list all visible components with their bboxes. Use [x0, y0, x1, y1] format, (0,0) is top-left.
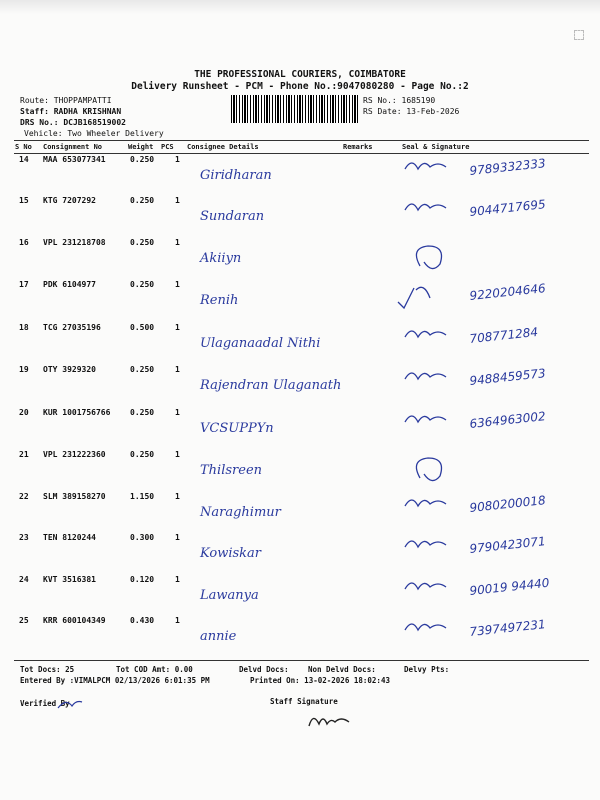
consignee-handwritten-name: Renih [200, 293, 239, 308]
punch-mark [574, 30, 584, 40]
row-consignment-no: TCG 27035196 [43, 323, 101, 332]
table-row [0, 492, 600, 532]
signature-mark [398, 287, 430, 308]
table-top-rule [14, 140, 589, 141]
row-consignment-no: VPL 231222360 [43, 450, 106, 459]
handwritten-phone: 9044717695 [468, 197, 547, 219]
row-consignment-no: PDK 6104977 [43, 280, 96, 289]
row-pcs: 1 [175, 492, 180, 501]
signature-mark [416, 246, 441, 269]
table-row [0, 365, 600, 405]
table-row [0, 280, 600, 320]
signature-mark [405, 583, 446, 589]
barcode [231, 95, 358, 123]
staff-label: Staff: RADHA KRISHNAN [20, 107, 122, 116]
signature-mark [405, 163, 446, 169]
signature-mark [405, 500, 446, 506]
handwritten-phone: 9790423071 [468, 534, 547, 556]
verified-by: Verified By [20, 699, 70, 708]
row-consignment-no: KUR 1001756766 [43, 408, 111, 417]
row-sno: 25 [19, 616, 29, 625]
runsheet-subtitle: Delivery Runsheet - PCM - Phone No.:9047080280 - Page No.:2 [131, 81, 469, 92]
signature-mark [405, 373, 446, 379]
consignee-handwritten-name: annie [200, 629, 237, 644]
row-pcs: 1 [175, 196, 180, 205]
signature-mark [405, 416, 446, 422]
table-row [0, 616, 600, 656]
consignee-handwritten-name: Akiiyn [200, 251, 242, 266]
row-weight: 0.430 [130, 616, 155, 625]
entered-by: Entered By :VIMALPCM 02/13/2026 6:01:35 PM [20, 676, 210, 685]
signature-mark [405, 204, 446, 210]
row-handwriting [0, 196, 600, 236]
total-docs: Tot Docs: 25 [20, 665, 75, 674]
row-handwriting [0, 533, 600, 573]
row-pcs: 1 [175, 365, 180, 374]
handwritten-phone: 9789332333 [468, 156, 547, 178]
row-sno: 16 [19, 238, 29, 247]
table-row [0, 533, 600, 573]
signature-mark [416, 458, 441, 481]
row-sno: 15 [19, 196, 29, 205]
staff-signature-mark [305, 708, 355, 730]
signature-mark [405, 331, 446, 337]
row-sno: 18 [19, 323, 29, 332]
col-consignment: Consignment No [43, 143, 103, 151]
col-weight: Weight [128, 143, 154, 151]
handwritten-phone: 9220204646 [468, 281, 547, 303]
row-weight: 0.300 [130, 533, 155, 542]
col-seal-signature: Seal & Signature [402, 143, 470, 151]
row-consignment-no: SLM 389158270 [43, 492, 106, 501]
consignee-handwritten-name: Giridharan [200, 168, 272, 183]
consignee-handwritten-name: Thilsreen [200, 463, 263, 478]
row-pcs: 1 [175, 280, 180, 289]
row-handwriting [0, 450, 600, 490]
row-consignment-no: VPL 231218708 [43, 238, 106, 247]
table-row [0, 323, 600, 363]
row-consignment-no: OTY 3929320 [43, 365, 96, 374]
consignee-handwritten-name: Lawanya [200, 588, 259, 603]
consignee-handwritten-name: Sundaran [200, 209, 265, 224]
consignee-handwritten-name: Rajendran Ulaganath [200, 378, 342, 393]
row-sno: 24 [19, 575, 29, 584]
col-pcs: PCS [161, 143, 174, 151]
drs-number: DRS No.: DCJB168519002 [20, 118, 126, 127]
handwritten-phone: 7397497231 [468, 617, 547, 639]
rs-number: RS No.: 1685190 [363, 96, 436, 105]
table-row [0, 196, 600, 236]
consignee-handwritten-name: Ulaganaadal Nithi [200, 336, 321, 351]
table-row [0, 155, 600, 195]
row-weight: 0.250 [130, 155, 155, 164]
row-pcs: 1 [175, 616, 180, 625]
row-weight: 0.250 [130, 280, 155, 289]
row-pcs: 1 [175, 450, 180, 459]
col-sno: S No [15, 143, 32, 151]
company-title: THE PROFESSIONAL COURIERS, COIMBATORE [194, 69, 406, 80]
table-row [0, 408, 600, 448]
signature-mark [405, 541, 446, 547]
delivered-docs: Delvd Docs: [239, 665, 289, 674]
delivery-points: Delvy Pts: [404, 665, 450, 674]
row-handwriting [0, 616, 600, 656]
consignee-handwritten-name: Kowiskar [200, 546, 261, 561]
row-pcs: 1 [175, 155, 180, 164]
col-consignee: Consignee Details [187, 143, 259, 151]
row-handwriting [0, 155, 600, 195]
row-sno: 23 [19, 533, 29, 542]
handwritten-phone: 6364963002 [468, 409, 547, 431]
col-remarks: Remarks [343, 143, 373, 151]
non-delivered-docs: Non Delvd Docs: [308, 665, 376, 674]
total-cod-amount: Tot COD Amt: 0.00 [116, 665, 193, 674]
consignee-handwritten-name: VCSUPPYn [200, 421, 274, 436]
row-weight: 0.250 [130, 450, 155, 459]
row-handwriting [0, 323, 600, 363]
handwritten-phone: 9488459573 [468, 366, 547, 388]
row-pcs: 1 [175, 238, 180, 247]
row-weight: 0.250 [130, 238, 155, 247]
rs-date: RS Date: 13-Feb-2026 [363, 107, 460, 116]
handwritten-phone: 708771284 [468, 324, 539, 346]
staff-signature-label: Staff Signature [270, 697, 338, 706]
table-header-rule [14, 153, 589, 154]
row-consignment-no: KVT 3516381 [43, 575, 96, 584]
row-handwriting [0, 408, 600, 448]
consignee-handwritten-name: Naraghimur [200, 505, 281, 520]
row-weight: 0.120 [130, 575, 155, 584]
handwritten-phone: 9080200018 [468, 493, 547, 515]
row-handwriting [0, 492, 600, 532]
row-handwriting [0, 365, 600, 405]
verified-by-mark [56, 696, 86, 712]
table-row [0, 238, 600, 278]
row-sno: 22 [19, 492, 29, 501]
row-consignment-no: MAA 653077341 [43, 155, 106, 164]
row-handwriting [0, 575, 600, 615]
row-weight: 0.250 [130, 408, 155, 417]
row-consignment-no: KRR 600104349 [43, 616, 106, 625]
row-weight: 0.500 [130, 323, 155, 332]
signature-mark [405, 624, 446, 630]
scan-edge [0, 0, 600, 14]
printed-on: Printed On: 13-02-2026 18:02:43 [250, 676, 390, 685]
row-weight: 0.250 [130, 196, 155, 205]
row-pcs: 1 [175, 408, 180, 417]
handwritten-phone: 90019 94440 [468, 575, 551, 598]
table-row [0, 450, 600, 490]
table-row [0, 575, 600, 615]
row-weight: 1.150 [130, 492, 155, 501]
row-sno: 19 [19, 365, 29, 374]
row-handwriting [0, 238, 600, 278]
row-sno: 20 [19, 408, 29, 417]
row-pcs: 1 [175, 323, 180, 332]
row-sno: 17 [19, 280, 29, 289]
row-pcs: 1 [175, 533, 180, 542]
row-consignment-no: KTG 7207292 [43, 196, 96, 205]
row-handwriting [0, 280, 600, 320]
row-sno: 21 [19, 450, 29, 459]
row-weight: 0.250 [130, 365, 155, 374]
route-label: Route: THOPPAMPATTI [20, 96, 112, 105]
vehicle-label: Vehicle: Two Wheeler Delivery [24, 129, 164, 138]
row-pcs: 1 [175, 575, 180, 584]
row-sno: 14 [19, 155, 29, 164]
row-consignment-no: TEN 8120244 [43, 533, 96, 542]
table-bottom-rule [14, 660, 589, 661]
